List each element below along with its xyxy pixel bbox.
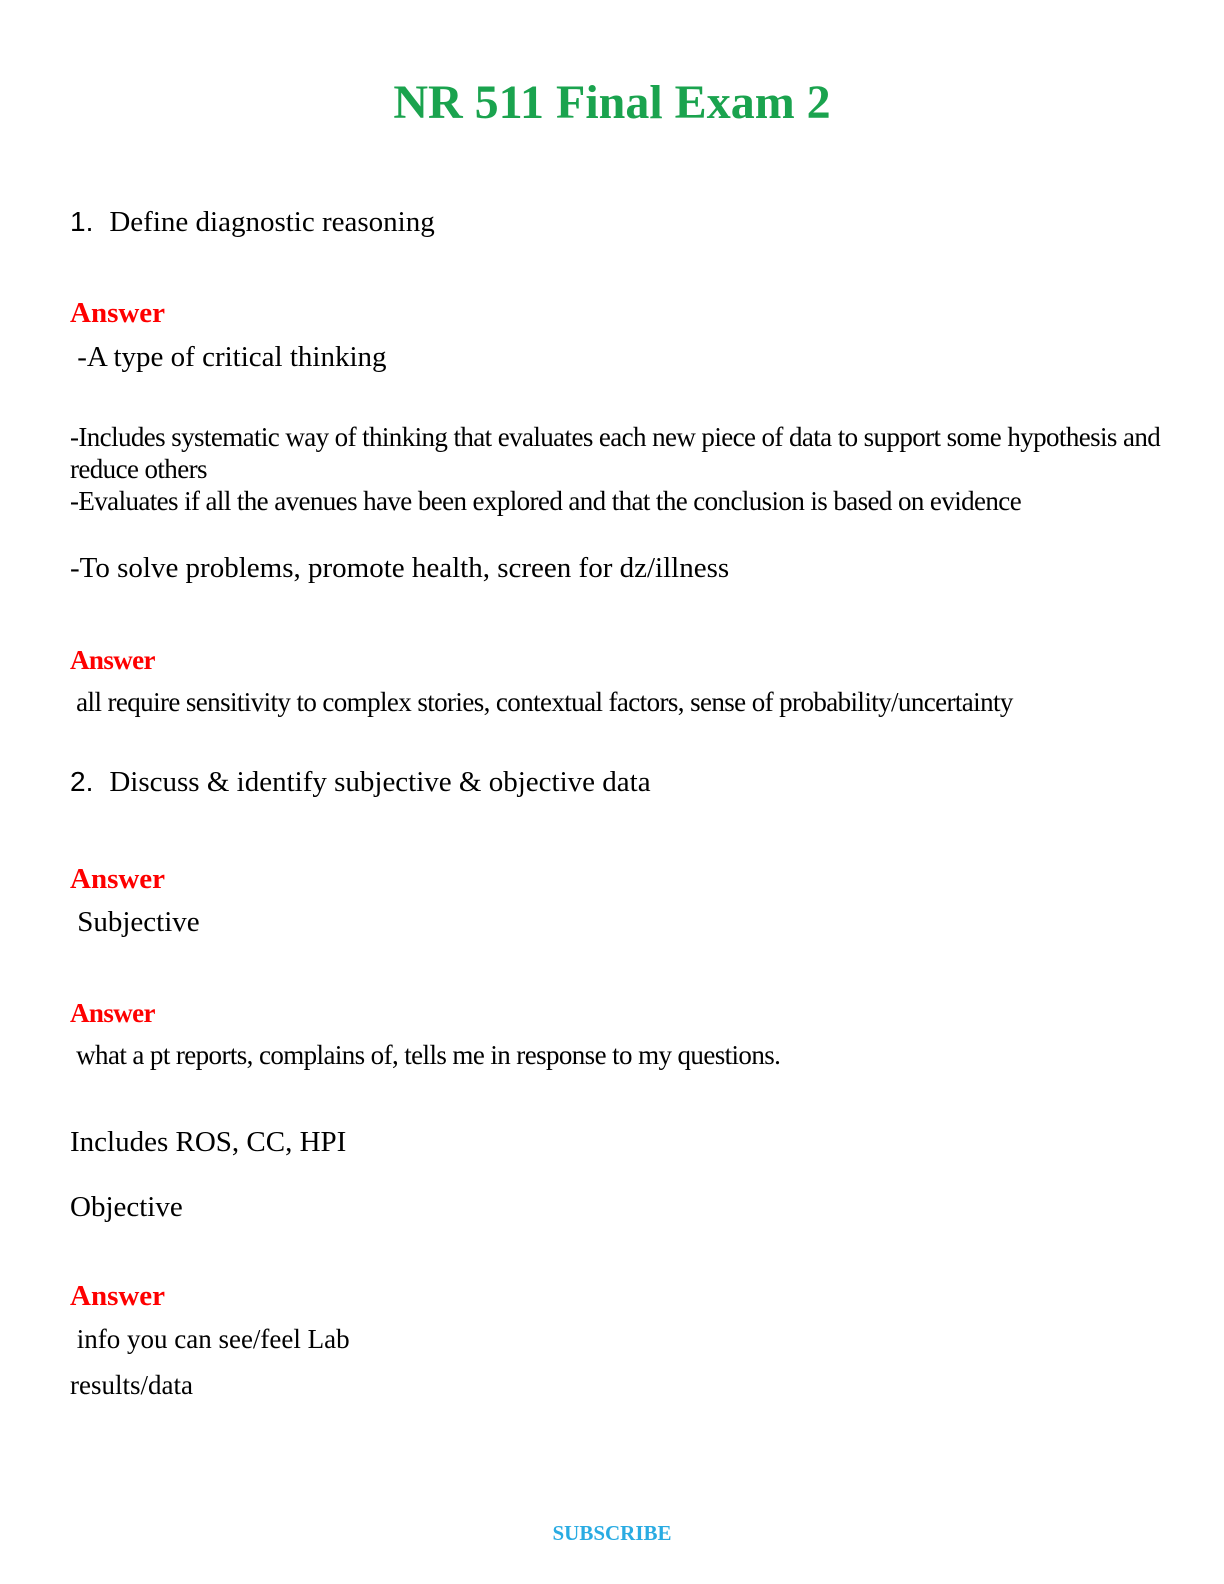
answer-label: Answer [70, 1280, 166, 1313]
answer-text: all require sensitivity to complex stories, contextual factors, sense of probability/uncertainty [70, 686, 1013, 717]
answer-text: -Evaluates if all the avenues have been explored and that the conclusion is based on evidence [70, 485, 1022, 516]
page-footer [0, 1521, 1224, 1546]
answer-label: Answer [70, 645, 155, 676]
answer-text: -Includes systematic way of thinking that evaluates each new piece of data to support some hypothesis and reduce others [70, 422, 1167, 485]
answer-text: info you can see/feel Lab [70, 1324, 350, 1355]
question-1-text: Define diagnostic reasoning [109, 206, 435, 238]
answer-text: what a pt reports, complains of, tells me in response to my questions. [70, 1039, 781, 1070]
question-2 [70, 766, 1164, 799]
document-body [0, 206, 1224, 1403]
answer-label: Answer [70, 998, 155, 1029]
page-title: NR 511 Final Exam 2 [393, 76, 831, 129]
question-1-number: 1. [70, 206, 94, 237]
question-1 [70, 206, 1164, 239]
answer-paragraph [70, 422, 1167, 518]
answer-text: Subjective [70, 905, 200, 938]
answer-text: Includes ROS, CC, HPI [70, 1125, 347, 1158]
answer-text: -To solve problems, promote health, screen for dz/illness [70, 551, 730, 584]
answer-label: Answer [70, 297, 166, 329]
question-2-number: 2. [70, 765, 94, 797]
answer-text: -A type of critical thinking [70, 341, 387, 373]
answer-label: Answer [70, 862, 166, 895]
subscribe-link[interactable]: SUBSCRIBE [552, 1521, 672, 1545]
answer-text: results/data [70, 1370, 193, 1401]
question-2-text: Discuss & identify subjective & objective data [109, 765, 651, 798]
answer-text: Objective [70, 1191, 183, 1224]
